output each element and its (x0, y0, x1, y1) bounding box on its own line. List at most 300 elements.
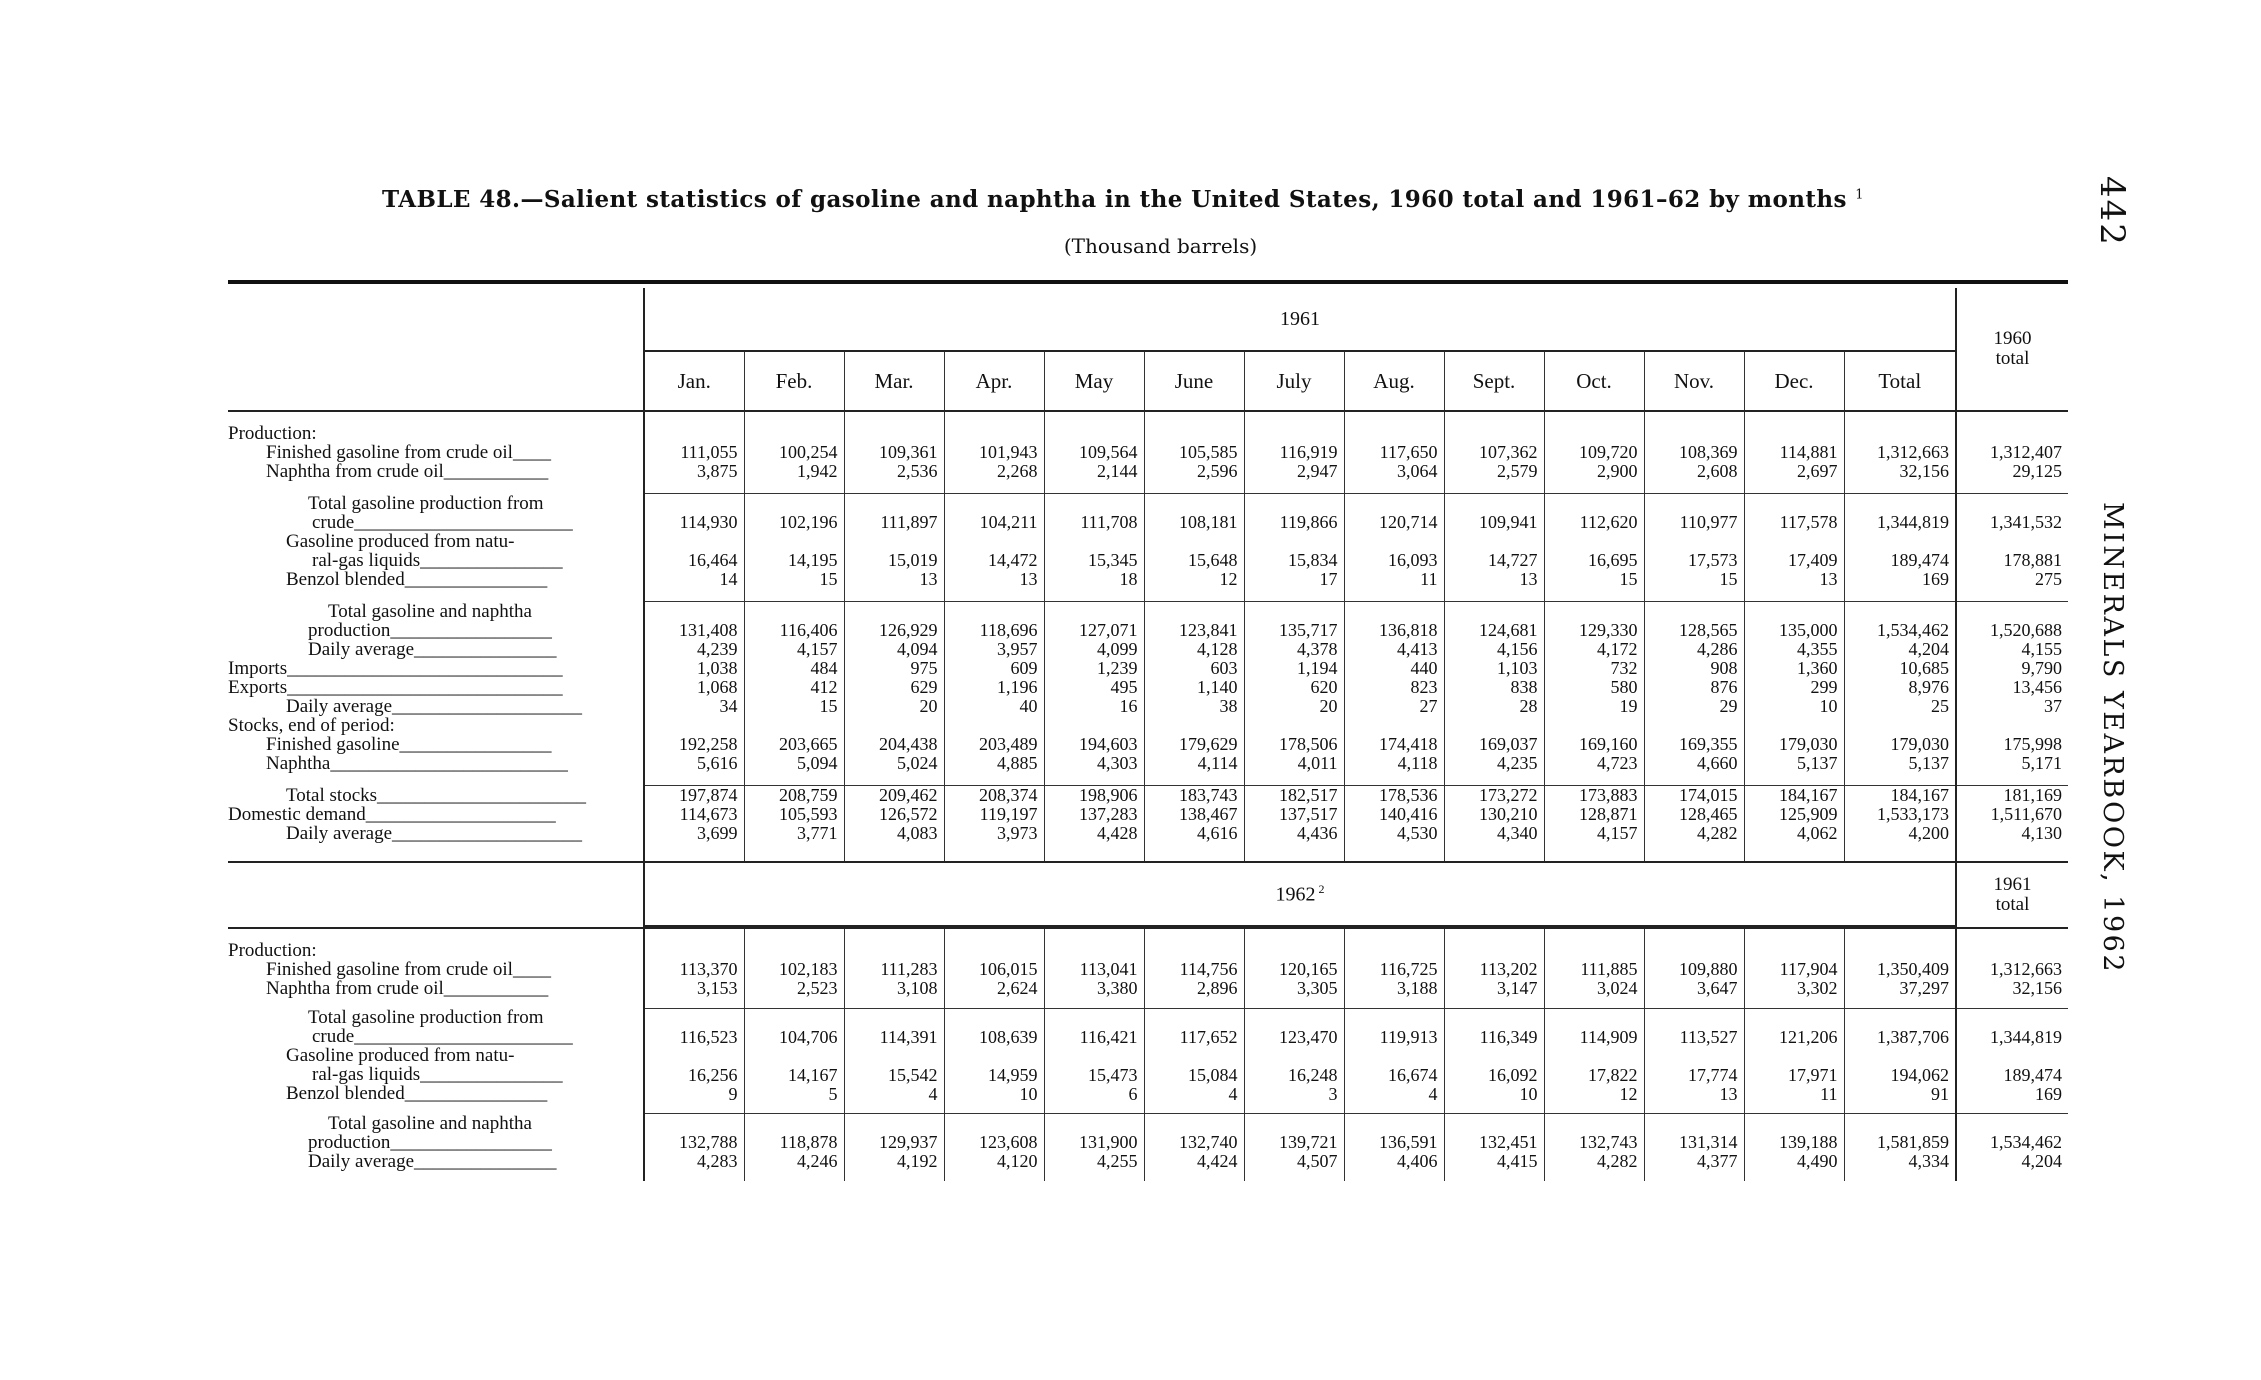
value: 118,696 (979, 620, 1038, 640)
data-group-row (228, 1008, 2068, 1104)
value: 2,596 (1197, 461, 1238, 481)
value: 15,648 (1188, 550, 1238, 570)
month-cell (1444, 1008, 1544, 1104)
value: 13 (1819, 569, 1838, 589)
value: 908 (1710, 658, 1738, 678)
value: 14,472 (988, 550, 1038, 570)
value: 3 (1328, 1083, 1338, 1104)
value: 128,871 (1579, 804, 1638, 824)
value: 14 (719, 569, 738, 589)
value: 208,759 (779, 785, 838, 805)
month-cell (1144, 941, 1244, 998)
value: 111,708 (1080, 512, 1138, 532)
spacer-cell (1244, 998, 1344, 1008)
value: 29,125 (2012, 461, 2062, 481)
spacer-cell (944, 411, 1044, 424)
row-labels (228, 941, 644, 998)
value: 1,581,859 (1877, 1132, 1949, 1152)
value: 37,297 (1899, 978, 1949, 998)
value (845, 1114, 938, 1133)
spacer-cell (1844, 589, 1956, 602)
value (645, 494, 738, 513)
spacer-cell (1544, 843, 1644, 862)
value (1957, 424, 2062, 443)
value (1645, 1114, 1738, 1133)
value: 101,943 (979, 442, 1038, 462)
value (1745, 424, 1838, 443)
value: 132,788 (679, 1132, 738, 1152)
spacer-cell (844, 928, 944, 941)
month-cell (644, 1008, 744, 1104)
value: 4,282 (1697, 823, 1738, 843)
spacer-cell (1644, 1104, 1744, 1114)
spacer-cell (1244, 773, 1344, 786)
spacer-cell (1744, 1171, 1844, 1181)
value: 109,361 (879, 442, 938, 462)
spacer-cell (1544, 1171, 1644, 1181)
value: 169 (2035, 1083, 2062, 1104)
month-cell (1544, 1114, 1644, 1172)
value: 16,695 (1588, 550, 1638, 570)
spacer-cell (644, 1104, 744, 1114)
month-cell (944, 494, 1044, 590)
spacer-cell (1144, 843, 1244, 862)
spacer-cell (1956, 1104, 2068, 1114)
spacer-cell (1844, 998, 1956, 1008)
value: 4,239 (697, 639, 738, 659)
units-subtitle: (Thousand barrels) (1063, 234, 1258, 258)
value (1245, 602, 1338, 621)
value (1345, 941, 1438, 960)
value: 173,272 (1479, 785, 1538, 805)
spacer-cell (644, 589, 744, 602)
month-cell (1044, 494, 1144, 590)
spacer-cell (1544, 1104, 1644, 1114)
value (1845, 424, 1950, 443)
row-label: ral-gas liquids_______________ (312, 550, 563, 570)
value (1645, 1009, 1738, 1028)
value: 108,369 (1679, 442, 1738, 462)
spacer-cell (1744, 773, 1844, 786)
value: 116,919 (1279, 442, 1338, 462)
spacer-cell (1344, 411, 1444, 424)
value: 175,998 (2003, 734, 2062, 754)
spacer-cell (1344, 481, 1444, 494)
value: 4,490 (1797, 1151, 1838, 1171)
value (945, 494, 1038, 513)
month-cell (844, 602, 944, 774)
value: 4,723 (1597, 753, 1638, 773)
value: 6 (1128, 1083, 1138, 1104)
value (1745, 1114, 1838, 1133)
value: 113,041 (1079, 959, 1138, 979)
spacer-cell (844, 411, 944, 424)
month-cell (1444, 602, 1544, 774)
value: 2,144 (1097, 461, 1138, 481)
value: 119,866 (1279, 512, 1338, 532)
spacer-cell (1544, 928, 1644, 941)
value (1545, 1114, 1638, 1133)
spacer-cell (1644, 589, 1744, 602)
spacer-row (228, 1171, 2068, 1181)
value: 114,756 (1179, 959, 1238, 979)
spacer-row (228, 1104, 2068, 1114)
value: 184,167 (1779, 785, 1838, 805)
value: 119,197 (979, 804, 1038, 824)
value: 15 (819, 569, 838, 589)
value: 4,530 (1397, 823, 1438, 843)
row-label: crude_______________________ (312, 512, 573, 532)
value: 2,697 (1797, 461, 1838, 481)
value: 2,536 (897, 461, 938, 481)
month-cell (1344, 786, 1444, 844)
spacer-cell (1644, 843, 1744, 862)
value: 8,976 (1908, 677, 1949, 697)
value (1045, 1009, 1138, 1028)
value: 495 (1110, 677, 1138, 697)
value (945, 1114, 1038, 1133)
value: 18 (1119, 569, 1138, 589)
value: 4,128 (1197, 639, 1238, 659)
value (1345, 1114, 1438, 1133)
value: 11 (1420, 569, 1438, 589)
value: 1,194 (1297, 658, 1338, 678)
row-label: Total gasoline production from (308, 1008, 544, 1027)
value (1645, 494, 1738, 513)
table-title-text: —Salient statistics of gasoline and naphtha in the United States, 1960 total and 1961–62 by months (520, 186, 1847, 213)
month-cell (1044, 424, 1144, 481)
spacer-cell (228, 843, 644, 862)
value: 140,416 (1379, 804, 1438, 824)
month-cell (1744, 602, 1844, 774)
value (945, 1047, 1038, 1066)
value: 179,030 (1890, 734, 1949, 754)
value (945, 1009, 1038, 1028)
value: 1,312,407 (1990, 442, 2062, 462)
value: 194,603 (1079, 734, 1138, 754)
value: 16,092 (1488, 1064, 1538, 1085)
value (945, 532, 1038, 551)
value (1245, 1009, 1338, 1028)
value: 13 (919, 569, 938, 589)
value: 102,196 (779, 512, 838, 532)
value (1245, 424, 1338, 443)
value: 197,874 (679, 785, 738, 805)
month-cell (844, 494, 944, 590)
month-cell (1344, 494, 1444, 590)
month-heading: Sept. (1444, 351, 1544, 411)
data-group-row (228, 1114, 2068, 1172)
month-cell (1644, 494, 1744, 590)
value (1145, 1114, 1238, 1133)
value (1245, 716, 1338, 735)
spacer-cell (228, 481, 644, 494)
month-cell (1344, 1008, 1444, 1104)
value: 3,771 (797, 823, 838, 843)
value (1745, 941, 1838, 960)
month-cell (944, 941, 1044, 998)
row-label: Gasoline produced from natu- (286, 1046, 515, 1065)
spacer-cell (1044, 928, 1144, 941)
spacer-cell (1744, 589, 1844, 602)
value: 4 (1428, 1083, 1438, 1104)
value (1145, 532, 1238, 551)
value: 116,725 (1379, 959, 1438, 979)
spacer-cell (1744, 998, 1844, 1008)
spacer-cell (644, 411, 744, 424)
value (1957, 941, 2062, 960)
month-heading: July (1244, 351, 1344, 411)
month-cell (644, 941, 744, 998)
value: 4,378 (1297, 639, 1338, 659)
prior-year-heading-line: 1961 (1993, 874, 2032, 895)
spacer-cell (1644, 998, 1744, 1008)
month-cell (844, 424, 944, 481)
value: 117,578 (1779, 512, 1838, 532)
value: 2,947 (1297, 461, 1338, 481)
value: 15,345 (1088, 550, 1138, 570)
value (1345, 716, 1438, 735)
value: 189,474 (2003, 1064, 2062, 1085)
value: 2,900 (1597, 461, 1638, 481)
value: 113,527 (1679, 1026, 1738, 1047)
value: 109,880 (1679, 959, 1738, 979)
value: 5 (828, 1083, 838, 1104)
spacer-cell (1244, 589, 1344, 602)
row-label: Benzol blended_______________ (286, 569, 548, 589)
month-cell (1044, 786, 1144, 844)
value: 3,305 (1297, 978, 1338, 998)
spacer-cell (1744, 928, 1844, 941)
value: 3,973 (997, 823, 1038, 843)
value (1045, 941, 1138, 960)
value (645, 424, 738, 443)
spacer-cell (744, 1171, 844, 1181)
value: 4,616 (1197, 823, 1238, 843)
row-label: Naphtha_________________________ (266, 753, 568, 773)
month-cell (644, 786, 744, 844)
value: 169,355 (1679, 734, 1738, 754)
value: 117,904 (1779, 959, 1838, 979)
spacer-cell (644, 773, 744, 786)
value (1045, 1047, 1138, 1066)
value: 108,639 (979, 1026, 1038, 1047)
month-cell (944, 1114, 1044, 1172)
value (1145, 424, 1238, 443)
value: 14,727 (1488, 550, 1538, 570)
month-cell (1144, 424, 1244, 481)
value (1957, 1047, 2062, 1066)
month-cell (1644, 1008, 1744, 1104)
value: 876 (1710, 677, 1738, 697)
spacer-cell (1644, 773, 1744, 786)
value (745, 716, 838, 735)
value (1545, 1009, 1638, 1028)
row-label: Production: (228, 941, 317, 960)
value (1245, 1047, 1338, 1066)
value (845, 532, 938, 551)
value: 1,360 (1797, 658, 1838, 678)
value: 4,303 (1097, 753, 1138, 773)
spacer-cell (1344, 589, 1444, 602)
spacer-cell (1444, 1171, 1544, 1181)
value: 112,620 (1579, 512, 1638, 532)
spacer-cell (944, 1104, 1044, 1114)
month-cell (1344, 424, 1444, 481)
month-cell (744, 1008, 844, 1104)
value: 11 (1820, 1083, 1838, 1104)
spacer-cell (1344, 928, 1444, 941)
value: 113,370 (679, 959, 738, 979)
row-label: Imports_____________________________ (228, 658, 563, 678)
row-label: production_________________ (308, 1132, 552, 1152)
value: 620 (1310, 677, 1338, 697)
value (1645, 532, 1738, 551)
value: 3,875 (697, 461, 738, 481)
row-label: Total gasoline production from (308, 493, 544, 513)
value (1745, 1047, 1838, 1066)
row-labels (228, 602, 644, 774)
spacer-cell (1144, 481, 1244, 494)
value: 4,204 (2021, 1151, 2062, 1171)
value: 179,030 (1779, 734, 1838, 754)
value: 25 (1931, 696, 1949, 716)
spacer-cell (1144, 1171, 1244, 1181)
value: 184,167 (1890, 785, 1949, 805)
spacer-cell (1956, 773, 2068, 786)
value: 128,465 (1679, 804, 1738, 824)
value: 135,717 (1279, 620, 1338, 640)
month-cell (1044, 1008, 1144, 1104)
month-cell (1244, 786, 1344, 844)
total-heading: Total (1844, 351, 1956, 411)
spacer-cell (1144, 411, 1244, 424)
data-group-row (228, 494, 2068, 590)
running-head: MINERALS YEARBOOK, 1962 (2097, 502, 2128, 975)
value: 3,380 (1097, 978, 1138, 998)
prior-year-total-heading (1956, 288, 2068, 411)
spacer-cell (1344, 998, 1444, 1008)
year-footnote-ref: 2 (1315, 881, 1325, 896)
value (745, 1009, 838, 1028)
spacer-cell (1344, 773, 1444, 786)
value: 4,282 (1597, 1151, 1638, 1171)
row-label: Daily average_______________ (308, 1151, 557, 1171)
prior-year-heading-line: total (1995, 894, 2030, 915)
value (1645, 941, 1738, 960)
row-labels (228, 786, 644, 844)
value: 113,202 (1479, 959, 1538, 979)
table-title (382, 186, 2102, 213)
value: 3,647 (1697, 978, 1738, 998)
total-cell (1844, 1008, 1956, 1104)
value (1645, 1047, 1738, 1066)
value (645, 716, 738, 735)
value: 27 (1419, 696, 1438, 716)
row-labels (228, 494, 644, 590)
spacer-cell (228, 1104, 644, 1114)
prior-year-total-cell (1956, 1114, 2068, 1172)
value: 17,774 (1688, 1064, 1738, 1085)
value: 114,930 (679, 512, 738, 532)
value: 111,897 (880, 512, 938, 532)
value (845, 941, 938, 960)
value: 838 (1510, 677, 1538, 697)
spacer-cell (744, 998, 844, 1008)
value: 4,204 (1908, 639, 1949, 659)
value: 4,424 (1197, 1151, 1238, 1171)
value (1145, 602, 1238, 621)
spacer-cell (1444, 1104, 1544, 1114)
value: 5,024 (897, 753, 938, 773)
value: 137,517 (1279, 804, 1338, 824)
spacer-cell (1444, 928, 1544, 941)
value: 12 (1619, 1083, 1638, 1104)
value: 4,156 (1497, 639, 1538, 659)
value: 105,593 (779, 804, 838, 824)
value: 174,418 (1379, 734, 1438, 754)
value: 116,523 (679, 1026, 738, 1047)
spacer-cell (944, 481, 1044, 494)
month-cell (1344, 1114, 1444, 1172)
prior-year-heading-line: total (1995, 348, 2030, 369)
spacer-cell (228, 928, 644, 941)
value: 203,665 (779, 734, 838, 754)
value: 132,740 (1179, 1132, 1238, 1152)
month-cell (1344, 941, 1444, 998)
spacer-cell (1544, 411, 1644, 424)
spacer-cell (228, 998, 644, 1008)
label-header-cell (228, 288, 644, 411)
total-cell (1844, 941, 1956, 998)
value (1845, 1114, 1950, 1133)
spacer-cell (1044, 1171, 1144, 1181)
row-label: Gasoline produced from natu- (286, 531, 515, 551)
value (1045, 532, 1138, 551)
value: 5,094 (797, 753, 838, 773)
value: 1,534,462 (1877, 620, 1949, 640)
month-cell (1544, 941, 1644, 998)
value: 4,062 (1797, 823, 1838, 843)
spacer-row (228, 773, 2068, 786)
month-cell (1644, 1114, 1744, 1172)
value: 17 (1319, 569, 1338, 589)
month-cell (1544, 602, 1644, 774)
value (745, 602, 838, 621)
month-cell (744, 941, 844, 998)
row-label: crude_______________________ (312, 1027, 573, 1046)
value (1045, 494, 1138, 513)
month-cell (944, 1008, 1044, 1104)
value: 13 (1719, 1083, 1738, 1104)
value (745, 1047, 838, 1066)
month-cell (1144, 1114, 1244, 1172)
value: 10 (1019, 1083, 1038, 1104)
spacer-cell (1244, 1171, 1344, 1181)
value: 131,314 (1679, 1132, 1738, 1152)
month-cell (1244, 941, 1344, 998)
spacer-cell (1344, 1104, 1444, 1114)
value: 203,489 (979, 734, 1038, 754)
spacer-cell (1444, 843, 1544, 862)
value (745, 424, 838, 443)
spacer-cell (1644, 928, 1744, 941)
value: 130,210 (1479, 804, 1538, 824)
value: 4,377 (1697, 1151, 1738, 1171)
spacer-cell (744, 481, 844, 494)
spacer-cell (844, 998, 944, 1008)
value (645, 1114, 738, 1133)
